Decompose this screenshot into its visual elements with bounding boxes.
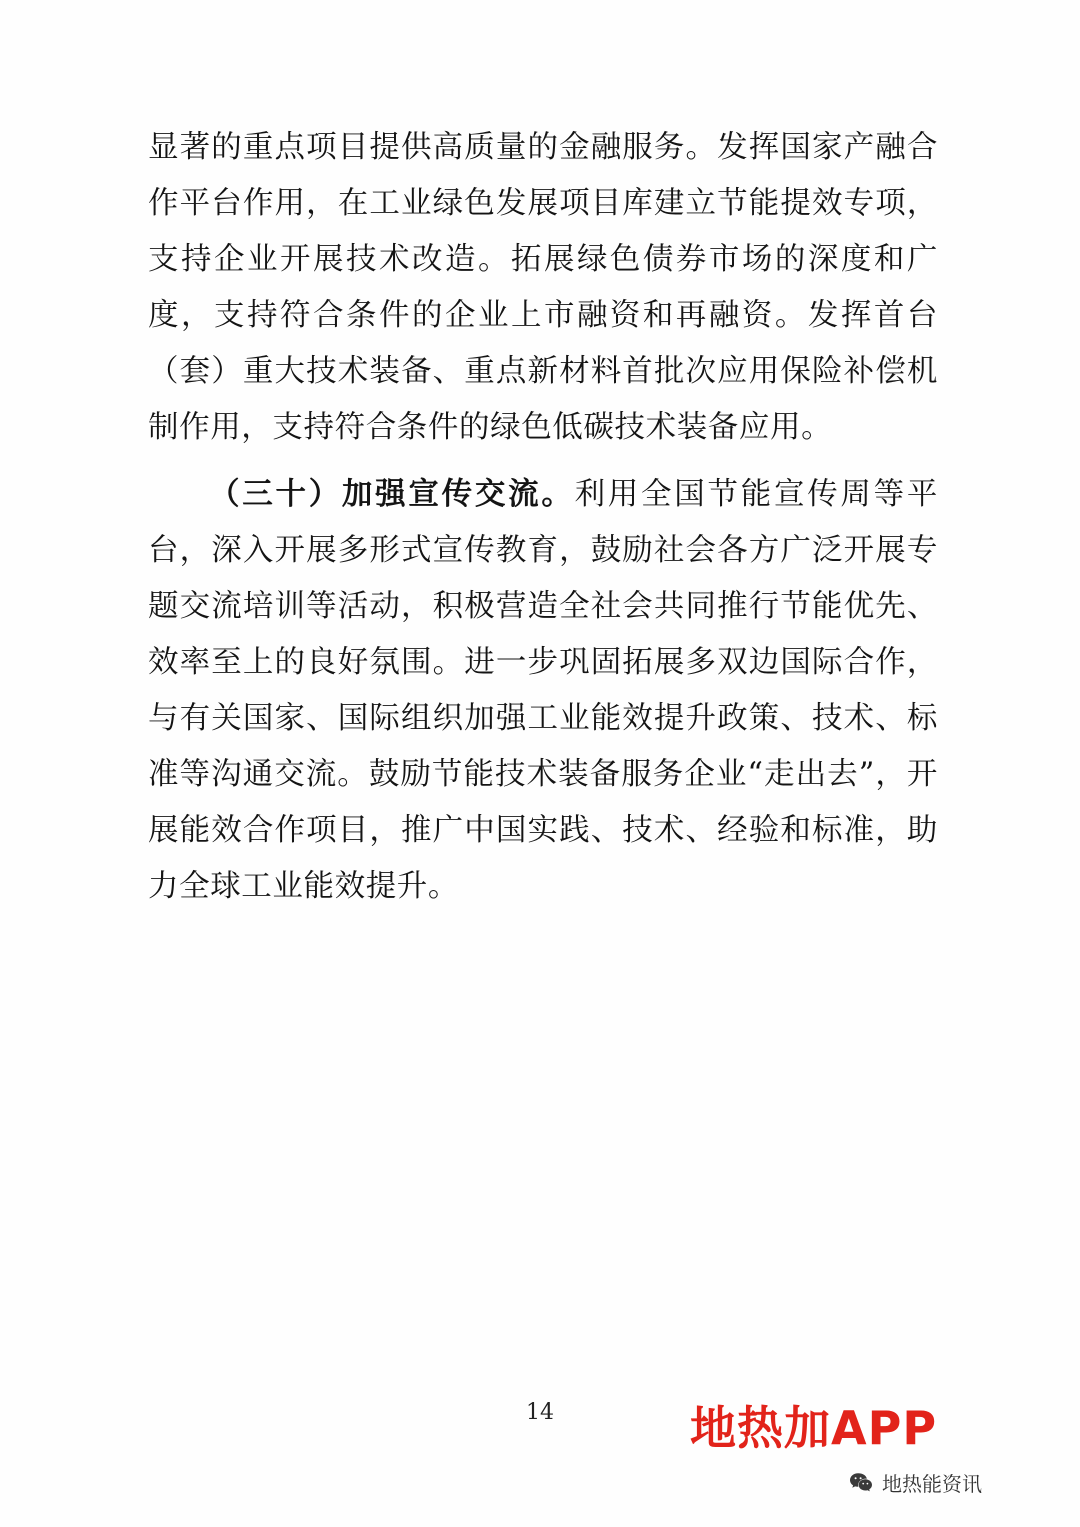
paragraph-2-lead: （三十）加强宣传交流。: [209, 476, 575, 512]
wechat-label: 地热能资讯: [882, 1472, 982, 1496]
paragraph-1-text: 显著的重点项目提供高质量的金融服务。发挥国家产融合作平台作用，在工业绿色发展项目库建立节能提效专项，支持企业开展技术改造。拓展绿色债券市场的深度和广度，支持符合条件的企业上市融资和再融资。发挥首台（套）重大技术装备、重点新材料首批次应用保险补偿机制作用，支持符合条件的绿色低碳技术装备应用。: [148, 130, 938, 445]
page-number: 14: [526, 1400, 554, 1425]
paragraph-1: [148, 120, 938, 456]
watermark-brand: 地热加APP: [690, 1401, 938, 1455]
wechat-attribution: [848, 1468, 982, 1497]
document-body: [148, 120, 938, 915]
paragraph-2: [148, 466, 938, 915]
paragraph-2-text: 利用全国节能宣传周等平台，深入开展多形式宣传教育，鼓励社会各方广泛开展专题交流培训等活动，积极营造全社会共同推行节能优先、效率至上的良好氛围。进一步巩固拓展多双边国际合作，与有关国家、国际组织加强工业能效提升政策、技术、标准等沟通交流。鼓励节能技术装备服务企业“走出去”，开展能效合作项目，推广中国实践、技术、经验和标准，助力全球工业能效提升。: [148, 477, 938, 904]
wechat-icon: [848, 1470, 874, 1496]
